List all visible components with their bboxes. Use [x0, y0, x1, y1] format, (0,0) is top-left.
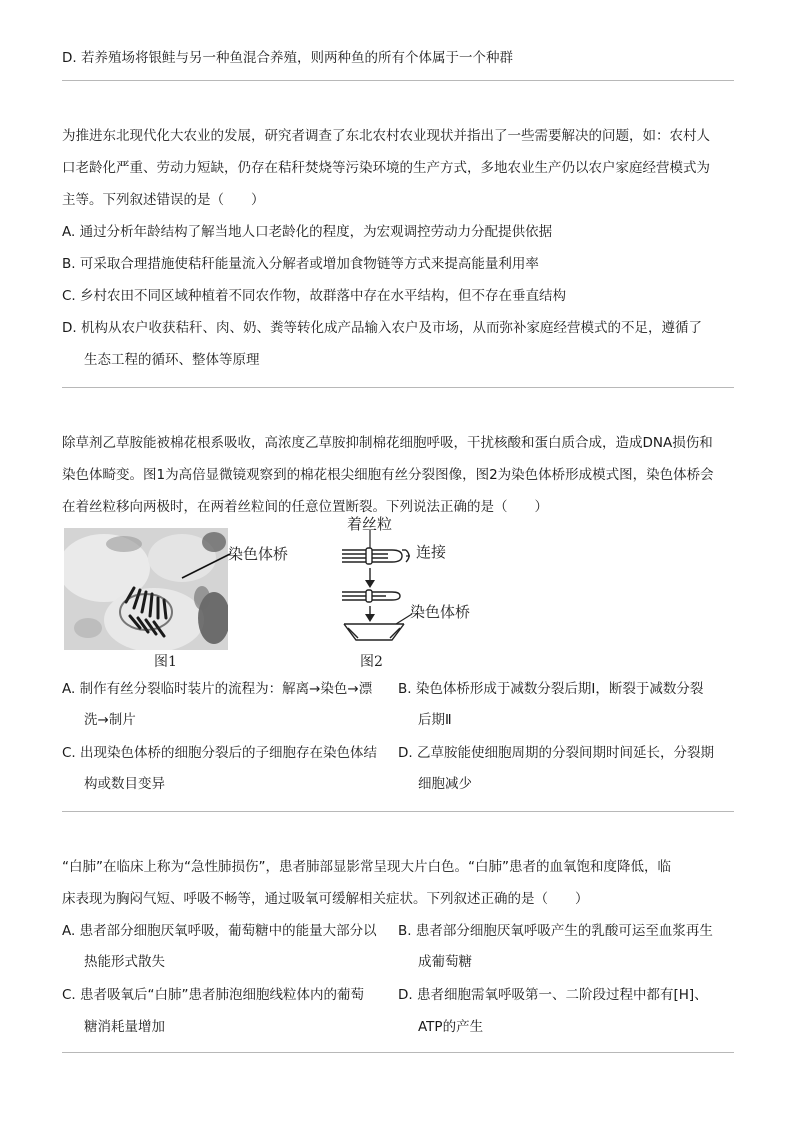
option-a-continued: 洗→制片 — [84, 712, 136, 728]
option-a-continued: 热能形式散失 — [84, 954, 165, 970]
question-stem-line: 除草剂乙草胺能被棉花根系吸收，高浓度乙草胺抑制棉花细胞呼吸，干扰核酸和蛋白质合成，造成DNA损伤和 — [62, 435, 713, 451]
option-b[interactable]: B. 患者部分细胞厌氧呼吸产生的乳酸可运至血浆再生 — [398, 923, 713, 939]
option-c[interactable]: C. 出现染色体桥的细胞分裂后的子细胞存在染色体结 — [62, 745, 378, 761]
option-d-continued: 生态工程的循环、整体等原理 — [84, 352, 260, 368]
question-stem-line: 为推进东北现代化大农业的发展，研究者调查了东北农村农业现状并指出了一些需要解决的问题，如：农村人 — [62, 128, 710, 144]
figure-1-caption: 图1 — [154, 654, 177, 670]
question-stem-line: “白肺”在临床上称为“急性肺损伤”，患者肺部显影常呈现大片白色。“白肺”患者的血氧饱和度降低，临 — [62, 859, 671, 875]
bridge-label-figure-2: 染色体桥 — [410, 603, 471, 621]
option-a[interactable]: A. 制作有丝分裂临时装片的流程为：解离→染色→漂 — [62, 681, 373, 697]
option-d[interactable]: D. 乙草胺能使细胞周期的分裂间期时间延长，分裂期 — [398, 745, 714, 761]
option-d-continued: 细胞减少 — [418, 776, 472, 792]
option-b-continued: 成葡萄糖 — [418, 954, 472, 970]
option-d[interactable]: D. 机构从农户收获秸秆、肉、奶、粪等转化成产品输入农户及市场，从而弥补家庭经营模式的不足，遵循了 — [62, 320, 702, 336]
question-stem-line: 床表现为胸闷气短、呼吸不畅等，通过吸氧可缓解相关症状。下列叙述正确的是（ ） — [62, 891, 589, 907]
bridge-label-figure-1: 染色体桥 — [228, 545, 289, 563]
option-d[interactable]: D. 患者细胞需氧呼吸第一、二阶段过程中都有[H]、 — [398, 987, 708, 1003]
figure-2-caption: 图2 — [360, 654, 383, 670]
divider — [62, 387, 734, 388]
divider — [62, 1052, 734, 1053]
prev-question-option-d: D. 若养殖场将银鲑与另一种鱼混合养殖，则两种鱼的所有个体属于一个种群 — [62, 50, 513, 66]
option-c-continued: 构或数目变异 — [84, 776, 165, 792]
divider — [62, 811, 734, 812]
option-b-continued: 后期Ⅱ — [418, 712, 452, 728]
option-a[interactable]: A. 通过分析年龄结构了解当地人口老龄化的程度，为宏观调控劳动力分配提供依据 — [62, 224, 553, 240]
question-stem-line: 主等。下列叙述错误的是（ ） — [62, 192, 265, 208]
question-stem-line: 在着丝粒移向两极时，在两着丝粒间的任意位置断裂。下列说法正确的是（ ） — [62, 499, 548, 515]
question-stem-line: 染色体畸变。图1为高倍显微镜观察到的棉花根尖细胞有丝分裂图像，图2为染色体桥形成模式图，染色体桥会 — [62, 467, 714, 483]
option-c-continued: 糖消耗量增加 — [84, 1019, 165, 1035]
callout-line — [180, 540, 232, 580]
option-b[interactable]: B. 染色体桥形成于减数分裂后期Ⅰ，断裂于减数分裂 — [398, 681, 704, 697]
option-c[interactable]: C. 乡村农田不同区域种植着不同农作物，故群落中存在水平结构，但不存在垂直结构 — [62, 288, 567, 304]
option-a[interactable]: A. 患者部分细胞厌氧呼吸，葡萄糖中的能量大部分以 — [62, 923, 377, 939]
option-c[interactable]: C. 患者吸氧后“白肺”患者肺泡细胞线粒体内的葡萄 — [62, 987, 364, 1003]
centromere-label: 着丝粒 — [347, 515, 393, 533]
connection-label: 连接 — [416, 543, 447, 561]
question-stem-line: 口老龄化严重、劳动力短缺，仍存在秸秆焚烧等污染环境的生产方式，多地农业生产仍以农户家庭经营模式为 — [62, 160, 710, 176]
divider — [62, 80, 734, 81]
option-b[interactable]: B. 可采取合理措施使秸秆能量流入分解者或增加食物链等方式来提高能量利用率 — [62, 256, 539, 272]
option-d-continued: ATP的产生 — [418, 1019, 484, 1035]
